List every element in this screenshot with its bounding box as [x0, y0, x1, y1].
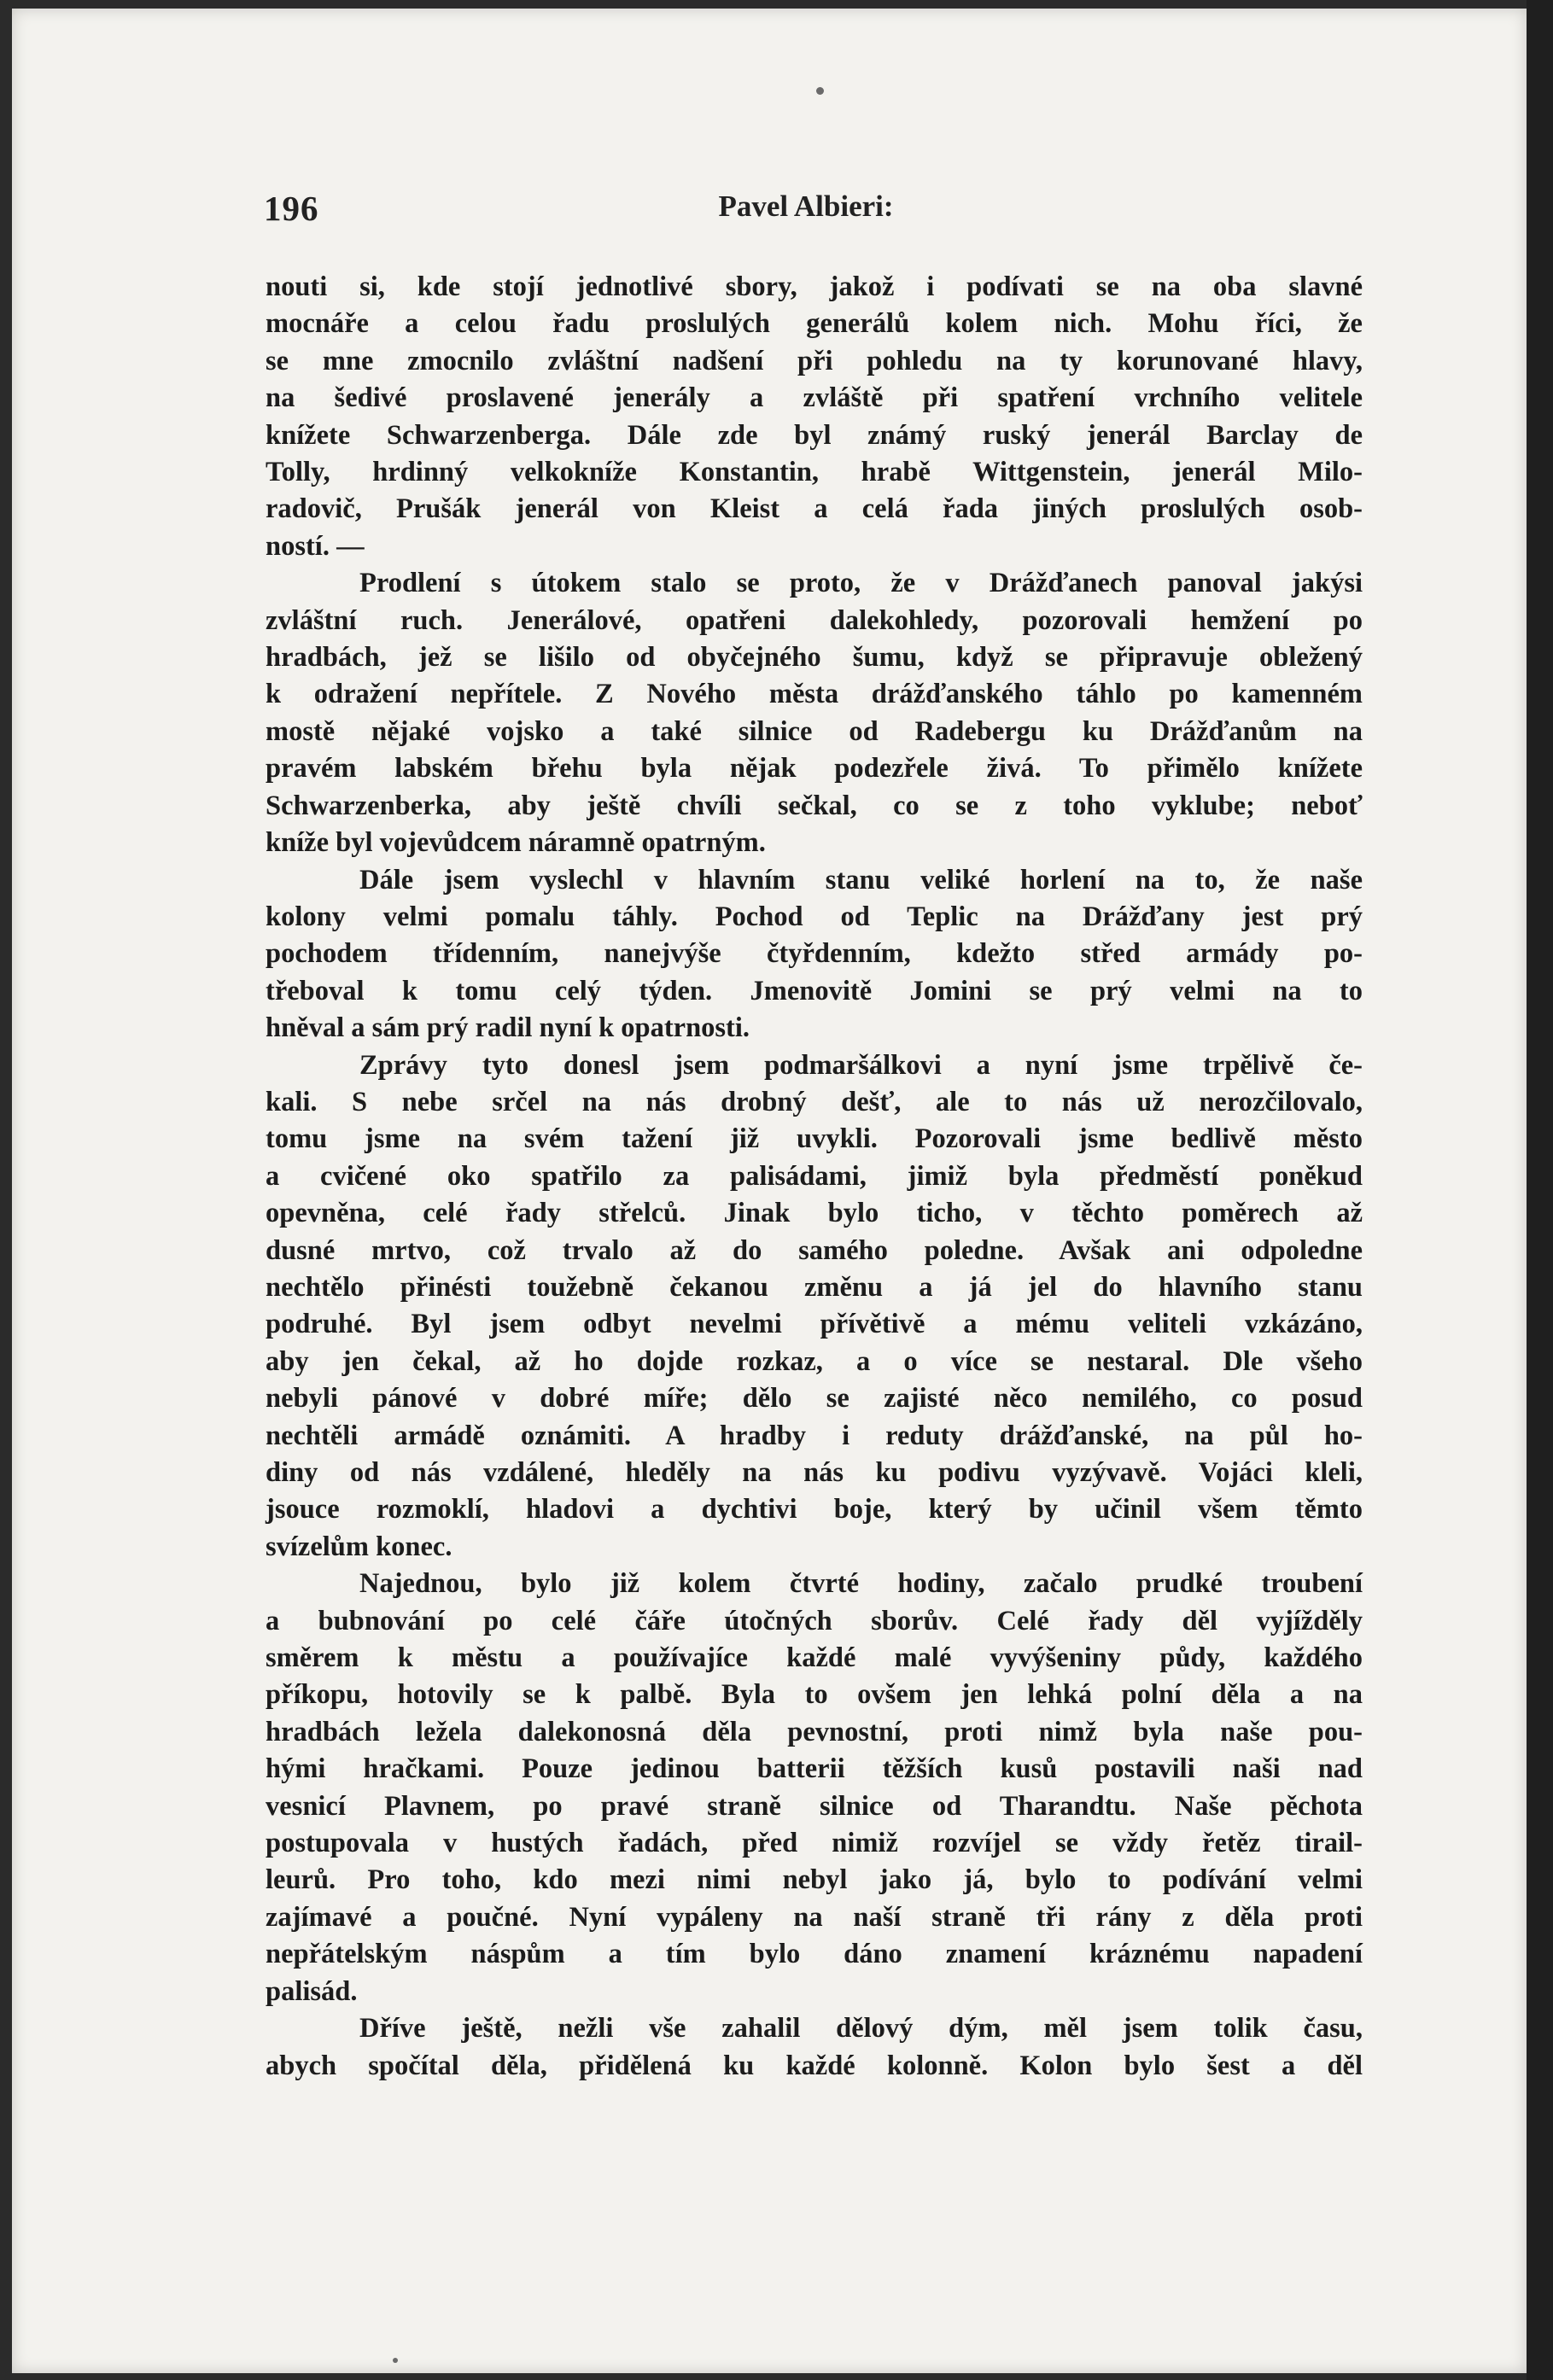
text-line: hradbách, jež se lišilo od obyčejného šumu, když se připravuje obležený	[266, 642, 1363, 674]
text-line: nepřátelským náspům a tím bylo dáno znamení kráznému napadení	[266, 1939, 1363, 1970]
text-line: aby jen čekal, až ho dojde rozkaz, a o více se nestaral. Dle všeho	[266, 1345, 1363, 1377]
text-line: na šedivé proslavené jenerály a zvláště při spatření vrchního velitele	[266, 382, 1363, 414]
text-line: zvláštní ruch. Jenerálové, opatřeni dalekohledy, pozorovali hemžení po	[266, 604, 1363, 636]
text-line: třeboval k tomu celý týden. Jmenovitě Jomini se prý velmi na to	[266, 975, 1363, 1006]
text-line: Najednou, bylo již kolem čtvrté hodiny, začalo prudké troubení	[359, 1568, 1363, 1600]
page-edge-shadow	[1527, 0, 1553, 2380]
text-line: k odražení nepřítele. Z Nového města drážďanského táhlo po kamenném	[266, 679, 1363, 710]
running-head: Pavel Albieri:	[718, 190, 894, 223]
text-line: Tolly, hrdinný velkokníže Konstantin, hrabě Wittgenstein, jenerál Milo-	[266, 457, 1363, 488]
text-line: a bubnování po celé čáře útočných sborův. Celé řady děl vyjížděly	[266, 1605, 1363, 1636]
text-line: palisád.	[266, 1975, 358, 2007]
ink-speck	[393, 2358, 398, 2363]
text-line: leurů. Pro toho, kdo mezi nimi nebyl jako já, bylo to podívání velmi	[266, 1864, 1363, 1896]
text-line: diny od nás vzdálené, hleděly na nás ku podivu vyzývavě. Vojáci kleli,	[266, 1457, 1363, 1488]
page-header	[255, 188, 1357, 230]
text-line: Schwarzenberka, aby ještě chvíli sečkal, co se z toho vyklube; neboť	[266, 790, 1363, 821]
text-line: vesnicí Plavnem, po pravé straně silnice od Tharandtu. Naše pěchota	[266, 1790, 1363, 1822]
text-line: hradbách ležela dalekonosná děla pevnostní, proti nimž byla naše pou-	[266, 1716, 1363, 1747]
text-line: hněval a sám prý radil nyní k opatrnosti.	[266, 1012, 750, 1044]
text-line: hými hračkami. Pouze jedinou batterii těžších kusů postavili naši nad	[266, 1753, 1363, 1785]
text-line: Dále jsem vyslechl v hlavním stanu veliké horlení na to, že naše	[359, 864, 1363, 895]
ink-speck	[816, 87, 824, 95]
text-line: jsouce rozmoklí, hladovi a dychtivi boje, který by učinil všem těmto	[266, 1494, 1363, 1525]
text-line: kníže byl vojevůdcem náramně opatrným.	[266, 827, 766, 859]
text-line: dusné mrtvo, což trvalo až do samého poledne. Avšak ani odpoledne	[266, 1234, 1363, 1266]
text-line: příkopu, hotovily se k palbě. Byla to ovšem jen lehká polní děla a na	[266, 1679, 1363, 1711]
text-line: se mne zmocnilo zvláštní nadšení při pohledu na ty korunované hlavy,	[266, 345, 1363, 376]
text-line: knížete Schwarzenberga. Dále zde byl známý ruský jenerál Barclay de	[266, 419, 1363, 451]
text-line: abych spočítal děla, přidělená ku každé kolonně. Kolon bylo šest a děl	[266, 2050, 1363, 2081]
text-line: zajímavé a poučné. Nyní vypáleny na naší straně tři rány z děla proti	[266, 1901, 1363, 1933]
page-number: 196	[264, 189, 319, 228]
text-line: směrem k městu a používajíce každé malé vyvýšeniny půdy, každého	[266, 1642, 1363, 1674]
text-line: ností. —	[266, 530, 365, 562]
text-line: mostě nějaké vojsko a také silnice od Radebergu ku Drážďanům na	[266, 715, 1363, 747]
text-line: nechtělo přinésti toužebně čekanou změnu a já jel do hlavního stanu	[266, 1271, 1363, 1303]
text-line: postupovala v hustých řadách, před nimiž rozvíjel se vždy řetěz tirail-	[266, 1828, 1363, 1859]
text-line: Zprávy tyto donesl jsem podmaršálkovi a nyní jsme trpělivě če-	[359, 1049, 1363, 1081]
text-line: pochodem třídenním, nanejvýše čtyřdenním, kdežto střed armády po-	[266, 938, 1363, 970]
text-line: mocnáře a celou řadu proslulých generálů kolem nich. Mohu říci, že	[266, 308, 1363, 340]
book-page	[12, 9, 1527, 2373]
text-line: Prodlení s útokem stalo se proto, že v Drážďanech panoval jakýsi	[359, 568, 1363, 599]
text-line: nouti si, kde stojí jednotlivé sbory, jakož i podívati se na oba slavné	[266, 271, 1363, 302]
text-line: opevněna, celé řady střelců. Jinak bylo ticho, v těchto poměrech až	[266, 1198, 1363, 1229]
text-line: a cvičené oko spatřilo za palisádami, jimiž byla předměstí poněkud	[266, 1160, 1363, 1192]
body-text	[266, 269, 1363, 2085]
text-line: Dříve ještě, nežli vše zahalil dělový dým, měl jsem tolik času,	[359, 2013, 1363, 2045]
text-line: pravém labském břehu byla nějak podezřele živá. To přimělo knížete	[266, 753, 1363, 785]
text-line: svízelům konec.	[266, 1531, 452, 1562]
text-line: nechtěli armádě oznámiti. A hradby i reduty drážďanské, na půl ho-	[266, 1420, 1363, 1451]
text-line: nebyli pánové v dobré míře; dělo se zajisté něco nemilého, co posud	[266, 1383, 1363, 1415]
text-line: kolony velmi pomalu táhly. Pochod od Teplic na Drážďany jest prý	[266, 901, 1363, 932]
text-line: radovič, Prušák jenerál von Kleist a celá řada jiných proslulých osob-	[266, 493, 1363, 525]
text-line: podruhé. Byl jsem odbyt nevelmi přívětivě a mému veliteli vzkázáno,	[266, 1309, 1363, 1340]
text-line: kali. S nebe srčel na nás drobný dešť, ale to nás už nerozčilovalo,	[266, 1086, 1363, 1117]
text-line: tomu jsme na svém tažení již uvykli. Pozorovali jsme bedlivě město	[266, 1123, 1363, 1155]
